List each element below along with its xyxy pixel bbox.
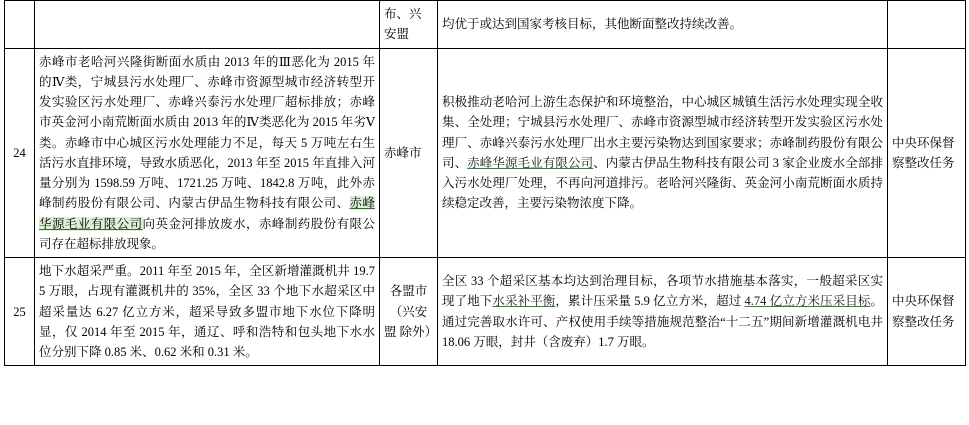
table-row (5, 48, 966, 258)
table-row (5, 258, 966, 366)
inspection-rectification-table (4, 0, 966, 366)
task-type-cell: 中央环保督察整改任务 (888, 258, 966, 366)
row-number-cell (5, 1, 35, 49)
table-row (5, 1, 966, 49)
measures-cell: 均优于或达到国家考核目标，其他断面整改持续改善。 (438, 1, 888, 49)
area-cell: 布、兴安盟 (380, 1, 438, 49)
problem-cell: 赤峰市老哈河兴隆街断面水质由 2013 年的Ⅲ恶化为 2015 年的Ⅳ类，宁城县污水处理厂、赤峰市资源型城市经济转型开发实验区污水处理厂、赤峰兴泰污水处理厂超标排放；赤峰市英金河小南荒断面水质由 2013 年的Ⅳ类恶化为 2015 年劣Ⅴ类。赤峰市中心城区污水处理能力不足，每天 5 万吨左右生活污水直排环境，导致水质恶化，2013 年至 2015 年直排入河量分别为 1598.59 万吨、1721.25 万吨、1842.8 万吨，此外赤峰制药股份有限公司、内蒙古伊品生物科技有限公司、赤峰华源毛业有限公司向英金河排放废水，赤峰制药股份有限公司存在超标排放现象。 (35, 48, 380, 258)
row-number-cell: 24 (5, 48, 35, 258)
area-cell: 各盟市（兴安盟 除外） (380, 258, 438, 366)
measures-cell: 全区 33 个超采区基本均达到治理目标，各项节水措施基本落实，一般超采区实现了地下水采补平衡，累计压采量 5.9 亿立方米，超过 4.74 亿立方米压采目标。通过完善取水许可、产权使用手续等措施规范整治“十二五”期间新增灌溉机电井 18.06 万眼，封井（含废弃）1.7 万眼。 (438, 258, 888, 366)
task-type-cell (888, 1, 966, 49)
task-type-cell: 中央环保督察整改任务 (888, 48, 966, 258)
row-number-cell: 25 (5, 258, 35, 366)
area-cell: 赤峰市 (380, 48, 438, 258)
measures-cell: 积极推动老哈河上游生态保护和环境整治，中心城区城镇生活污水处理实现全收集、全处理；宁城县污水处理厂、赤峰市资源型城市经济转型开发实验区污水处理厂、赤峰兴泰污水处理厂出水主要污染物达到国家要求；赤峰制药股份有限公司、赤峰华源毛业有限公司、内蒙古伊品生物科技有限公司 3 家企业废水全部排入污水处理厂处理，不再向河道排污。老哈河兴隆街、英金河小南荒断面水质持续稳定改善，主要污染物浓度下降。 (438, 48, 888, 258)
problem-cell (35, 1, 380, 49)
problem-cell: 地下水超采严重。2011 年至 2015 年，全区新增灌溉机井 19.75 万眼，占现有灌溉机井的 35%，全区 33 个地下水超采区中超采量达 6.27 亿立方米，超采导致多盟市地下水位下降明显，仅 2014 年至 2015 年，通辽、呼和浩特和包头地下水水位分别下降 0.85 米、0.62 米和 0.31 米。 (35, 258, 380, 366)
